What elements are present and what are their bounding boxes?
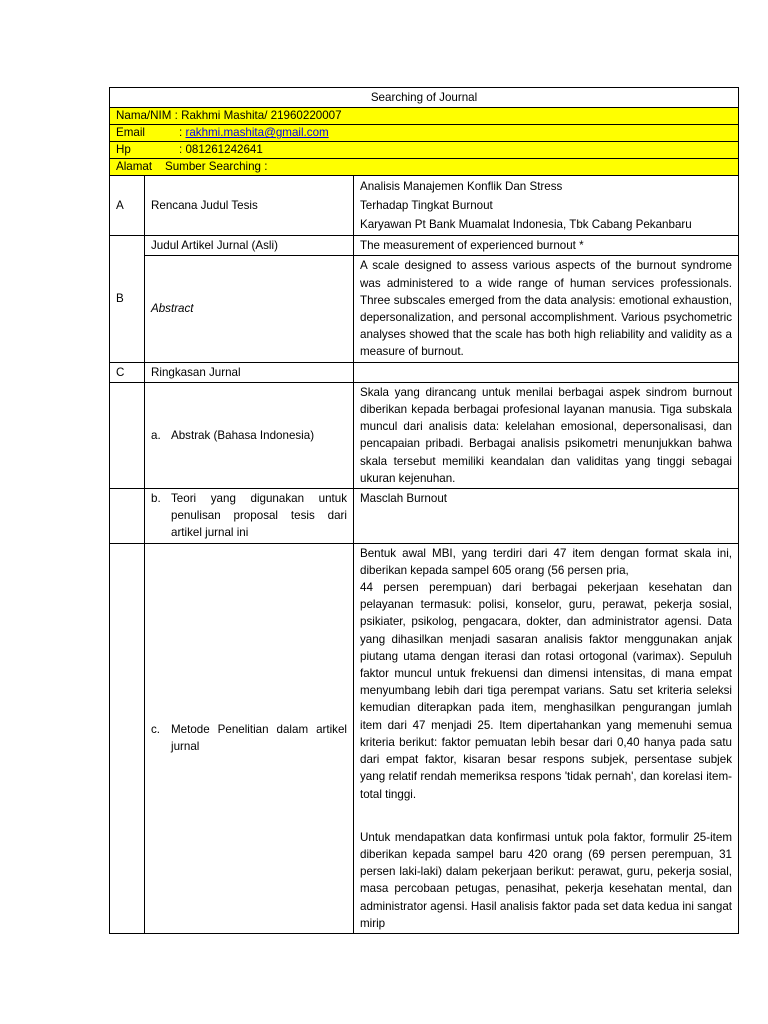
row-c-header (110, 362, 739, 382)
row-c-a (110, 382, 739, 488)
row-c-empty (354, 362, 739, 382)
judul-label: Judul Artikel Jurnal (Asli) (145, 236, 354, 256)
journal-form (109, 87, 738, 934)
row-c-b (110, 489, 739, 544)
row-b-code: B (110, 236, 145, 362)
email-label: Email (116, 126, 145, 140)
judul-value: The measurement of experienced burnout * (354, 236, 739, 256)
metode-text (354, 543, 739, 933)
nama-value: : Rakhmi Mashita/ 21960220007 (174, 109, 342, 123)
alamat-row (110, 159, 739, 176)
email-row (110, 125, 739, 142)
title-row (110, 88, 739, 108)
abstrak-label-cell (145, 382, 354, 488)
metode-para1-line1: Bentuk awal MBI, yang terdiri dari 47 item dengan format skala ini, diberikan kepada sampel 605 orang (56 persen pria, (360, 546, 732, 577)
metode-para2: Untuk mendapatkan data konfirmasi untuk pola faktor, formulir 25-item diberikan kepada sampel baru 420 orang (69 persen perempuan, 31 persen laki-laki) dalam pekerjaan berikut: perawat, guru, pekerja sosial, masa percobaan petugas, penasihat, pekerja kesehatan mental, dan administrator agensi. Hasil analisis faktor pada set data kedua ini sangat mirip (360, 830, 732, 930)
abstrak-label: Abstrak (Bahasa Indonesia) (171, 428, 315, 442)
table-title: Searching of Journal (110, 88, 739, 108)
email-separator: : (179, 126, 183, 140)
hp-value: : 081261242641 (179, 143, 263, 157)
row-b-abstract (110, 256, 739, 362)
row-a (110, 176, 739, 236)
abstract-label: Abstract (145, 256, 354, 362)
title-line-3: Karyawan Pt Bank Muamalat Indonesia, Tbk Cabang Pekanbaru (360, 218, 692, 232)
title-line-1: Analisis Manajemen Konflik Dan Stress (360, 180, 563, 194)
row-c-c (110, 543, 739, 933)
alamat-value: Sumber Searching : (164, 160, 268, 174)
hp-label: Hp (116, 143, 131, 157)
row-b-judul (110, 236, 739, 256)
row-c-label: Ringkasan Jurnal (145, 362, 354, 382)
row-c-code: C (110, 362, 145, 382)
teori-label-cell (145, 489, 354, 544)
nama-row (110, 108, 739, 125)
abstract-text: A scale designed to assess various aspects of the burnout syndrome was administered to a wide range of human services professionals. Three subscales emerged from the data analysis: emotional exhaustion, depersonalization, and personal accomplishment. Various psychometric analyses showed that the scale has both high reliability and validity as a measure of burnout. (354, 256, 739, 362)
metode-label: Metode Penelitian dalam artikel jurnal (171, 723, 347, 754)
nama-label: Nama/NIM (116, 109, 172, 123)
metode-label-cell (145, 543, 354, 933)
row-a-label: Rencana Judul Tesis (145, 176, 354, 236)
journal-table (109, 87, 739, 934)
abstrak-num: a. (151, 428, 161, 442)
teori-num: b. (151, 492, 161, 506)
email-link[interactable]: rakhmi.mashita@gmail.com (185, 126, 329, 140)
title-line-2: Terhadap Tingkat Burnout (360, 199, 493, 213)
row-a-value (354, 176, 739, 236)
hp-row (110, 142, 739, 159)
abstrak-text: Skala yang dirancang untuk menilai berbagai aspek sindrom burnout diberikan kepada berbagai profesional layanan manusia. Tiga subskala muncul dari analisis data: kelelahan emosional, depersonalisasi, dan pencapaian pribadi. Berbagai analisis psikometri menunjukkan bahwa skala tersebut memiliki keandalan dan validitas yang tinggi sebagai ukuran kejenuhan. (354, 382, 739, 488)
alamat-label: Alamat (116, 160, 153, 174)
teori-text: Masclah Burnout (354, 489, 739, 544)
metode-para1-rest: 44 persen perempuan) dari berbagai pekerjaan kesehatan dan pelayanan termasuk: polisi, konselor, guru, perawat, pekerja sosial, psikiater, psikolog, pengacara, dokter, dan administrator agensi. Data yang dihasilkan menjadi sasaran analisis faktor menggunakan anjak piutang utama dengan iterasi dan rotasi ortogonal (varimax). Sepuluh faktor muncul untuk frekuensi dan dimensi intensitas, di mana empat menyumbang lebih dari tiga perempat varians. Satu set kriteria seleksi kemudian diterapkan pada item, menghasilkan pengurangan jumlah item dari 47 menjadi 25. Item dipertahankan yang memenuhi semua kriteria berikut: faktor pemuatan lebih besar dari 0,40 hanya pada satu dari empat faktor, kisaran besar respons subjek, persentase subjek yang relatif rendah memeriksa respons 'tidak pernah', dan korelasi item-total tinggi. (360, 581, 732, 801)
metode-num: c. (151, 723, 161, 737)
row-a-code: A (110, 176, 145, 236)
teori-label: Teori yang digunakan untuk penulisan proposal tesis dari artikel jurnal ini (171, 492, 347, 540)
